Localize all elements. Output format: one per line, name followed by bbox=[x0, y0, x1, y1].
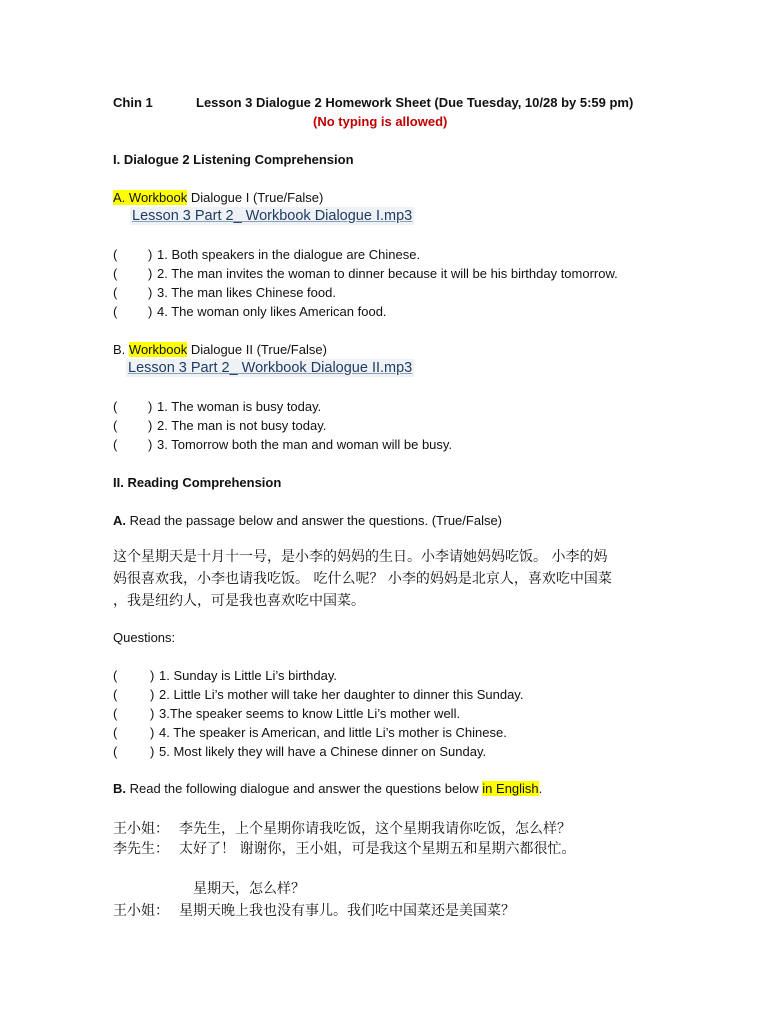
dialogue-line: 星期天晚上我也没有事儿。我们吃中国菜还是美国菜？ bbox=[179, 903, 515, 919]
partB-title-rest: Dialogue II (True/False) bbox=[187, 342, 327, 357]
partA-letter: A. bbox=[113, 190, 126, 205]
sheet-title: Lesson 3 Dialogue 2 Homework Sheet (Due Tuesday, 10/28 by 5:59 pm) bbox=[196, 95, 634, 110]
partB-letter: B. bbox=[113, 342, 126, 357]
audio-link-dialogue-1[interactable]: Lesson 3 Part 2_ Workbook Dialogue I.mp3 bbox=[132, 208, 413, 224]
homework-sheet: Chin 1 Lesson 3 Dialogue 2 Homework Sheet (Due Tuesday, 10/28 by 5:59 pm) (No typing is allowed) I. Dialogue 2 Listening Comprehension A. Workbook Dialogue I (True/False) Lesson 3 Part 2_ Workbook Dialogue I.mp3 ( ) 1. Both speakers in the dialogue are Chinese. ( ) 2. The man invites the woman to dinner because it will be his birthday tomorrow. ( ) 3. The man likes Chinese food. ( ) 4. The woman only likes American food. B. Workbook Dialogue II (True/False) Lesson 3 Part 2_ Workbook Dialogue II.mp3 ( ) 1. The woman is busy today. ( ) 2. The man is not busy today. ( ) 3. Tomorrow both the man and woman will be busy. II. Reading Comprehension A. Read the passage below and answer the questions. (True/False) 这个星期天是十月十一号，是小李的妈妈的生日。小李请她妈妈吃饭。 小李的妈 妈很喜欢我，小李也请我吃饭。 吃什么呢？ 小李的妈妈是北京人，喜欢吃中国菜 ，我是纽约人，可是我也喜欢吃中国菜。 Questions: ( ) 1. Sunday is Little Li’s birthday. ( ) 2. Little Li’s mother will take her daughter to dinner this Sunday. ( ) 3.The speaker seems to know Little Li’s mother well. ( ) 4. The speaker is American, and little Li’s mother is Chinese. ( ) 5. Most likely they will have a Chinese dinner on Sunday. B. Read the following dialogue and answer the questions below in English. 王小姐： 李先生，上个星期你请我吃饭，这个星期我请你吃饭，怎么样？ 李先生： 太好了！ 谢谢你，王小姐，可是我这个星期五和星期六都很忙。 星期天，怎么样？ 王小姐： 星期天晚上我也没有事儿。我们吃中国菜还是美国菜？ bbox=[113, 95, 634, 919]
dialogue-line: 太好了！ 谢谢你，王小姐，可是我这个星期五和星期六都很忙。 bbox=[179, 841, 576, 857]
dialogue-speaker: 李先生： bbox=[113, 841, 169, 857]
workbook-highlight: Workbook bbox=[128, 190, 188, 205]
passage-line: 这个星期天是十月十一号，是小李的妈妈的生日。小李请她妈妈吃饭。 小李的妈 bbox=[113, 549, 608, 565]
in-english-highlight: in English bbox=[482, 781, 539, 796]
dialogue-line: 李先生，上个星期你请我吃饭，这个星期我请你吃饭，怎么样？ bbox=[179, 821, 571, 837]
section2-partA-instruction: A. Read the passage below and answer the questions. (True/False) bbox=[113, 513, 503, 528]
audio-link-dialogue-2[interactable]: Lesson 3 Part 2_ Workbook Dialogue II.mp3 bbox=[128, 360, 413, 376]
section2-partB-instruction: B. Read the following dialogue and answer the questions below in English. bbox=[113, 781, 543, 796]
section1-partB-title bbox=[113, 341, 327, 358]
workbook-highlight: Workbook bbox=[128, 342, 188, 357]
course-label: Chin 1 bbox=[113, 95, 153, 110]
dialogue-speaker: 王小姐： bbox=[113, 903, 169, 919]
section1-heading: I. Dialogue 2 Listening Comprehension bbox=[113, 152, 354, 167]
section1-partA-title bbox=[113, 189, 323, 206]
section2-heading: II. Reading Comprehension bbox=[113, 475, 282, 490]
dialogue-line: 星期天，怎么样？ bbox=[193, 881, 305, 897]
passage-line: ，我是纽约人，可是我也喜欢吃中国菜。 bbox=[113, 593, 365, 609]
questions-label: Questions: bbox=[113, 630, 176, 645]
no-typing-notice: (No typing is allowed) bbox=[313, 114, 448, 129]
partA-title-rest: Dialogue I (True/False) bbox=[187, 190, 324, 205]
dialogue-speaker: 王小姐： bbox=[113, 821, 169, 837]
passage-line: 妈很喜欢我，小李也请我吃饭。 吃什么呢？ 小李的妈妈是北京人，喜欢吃中国菜 bbox=[113, 571, 612, 587]
